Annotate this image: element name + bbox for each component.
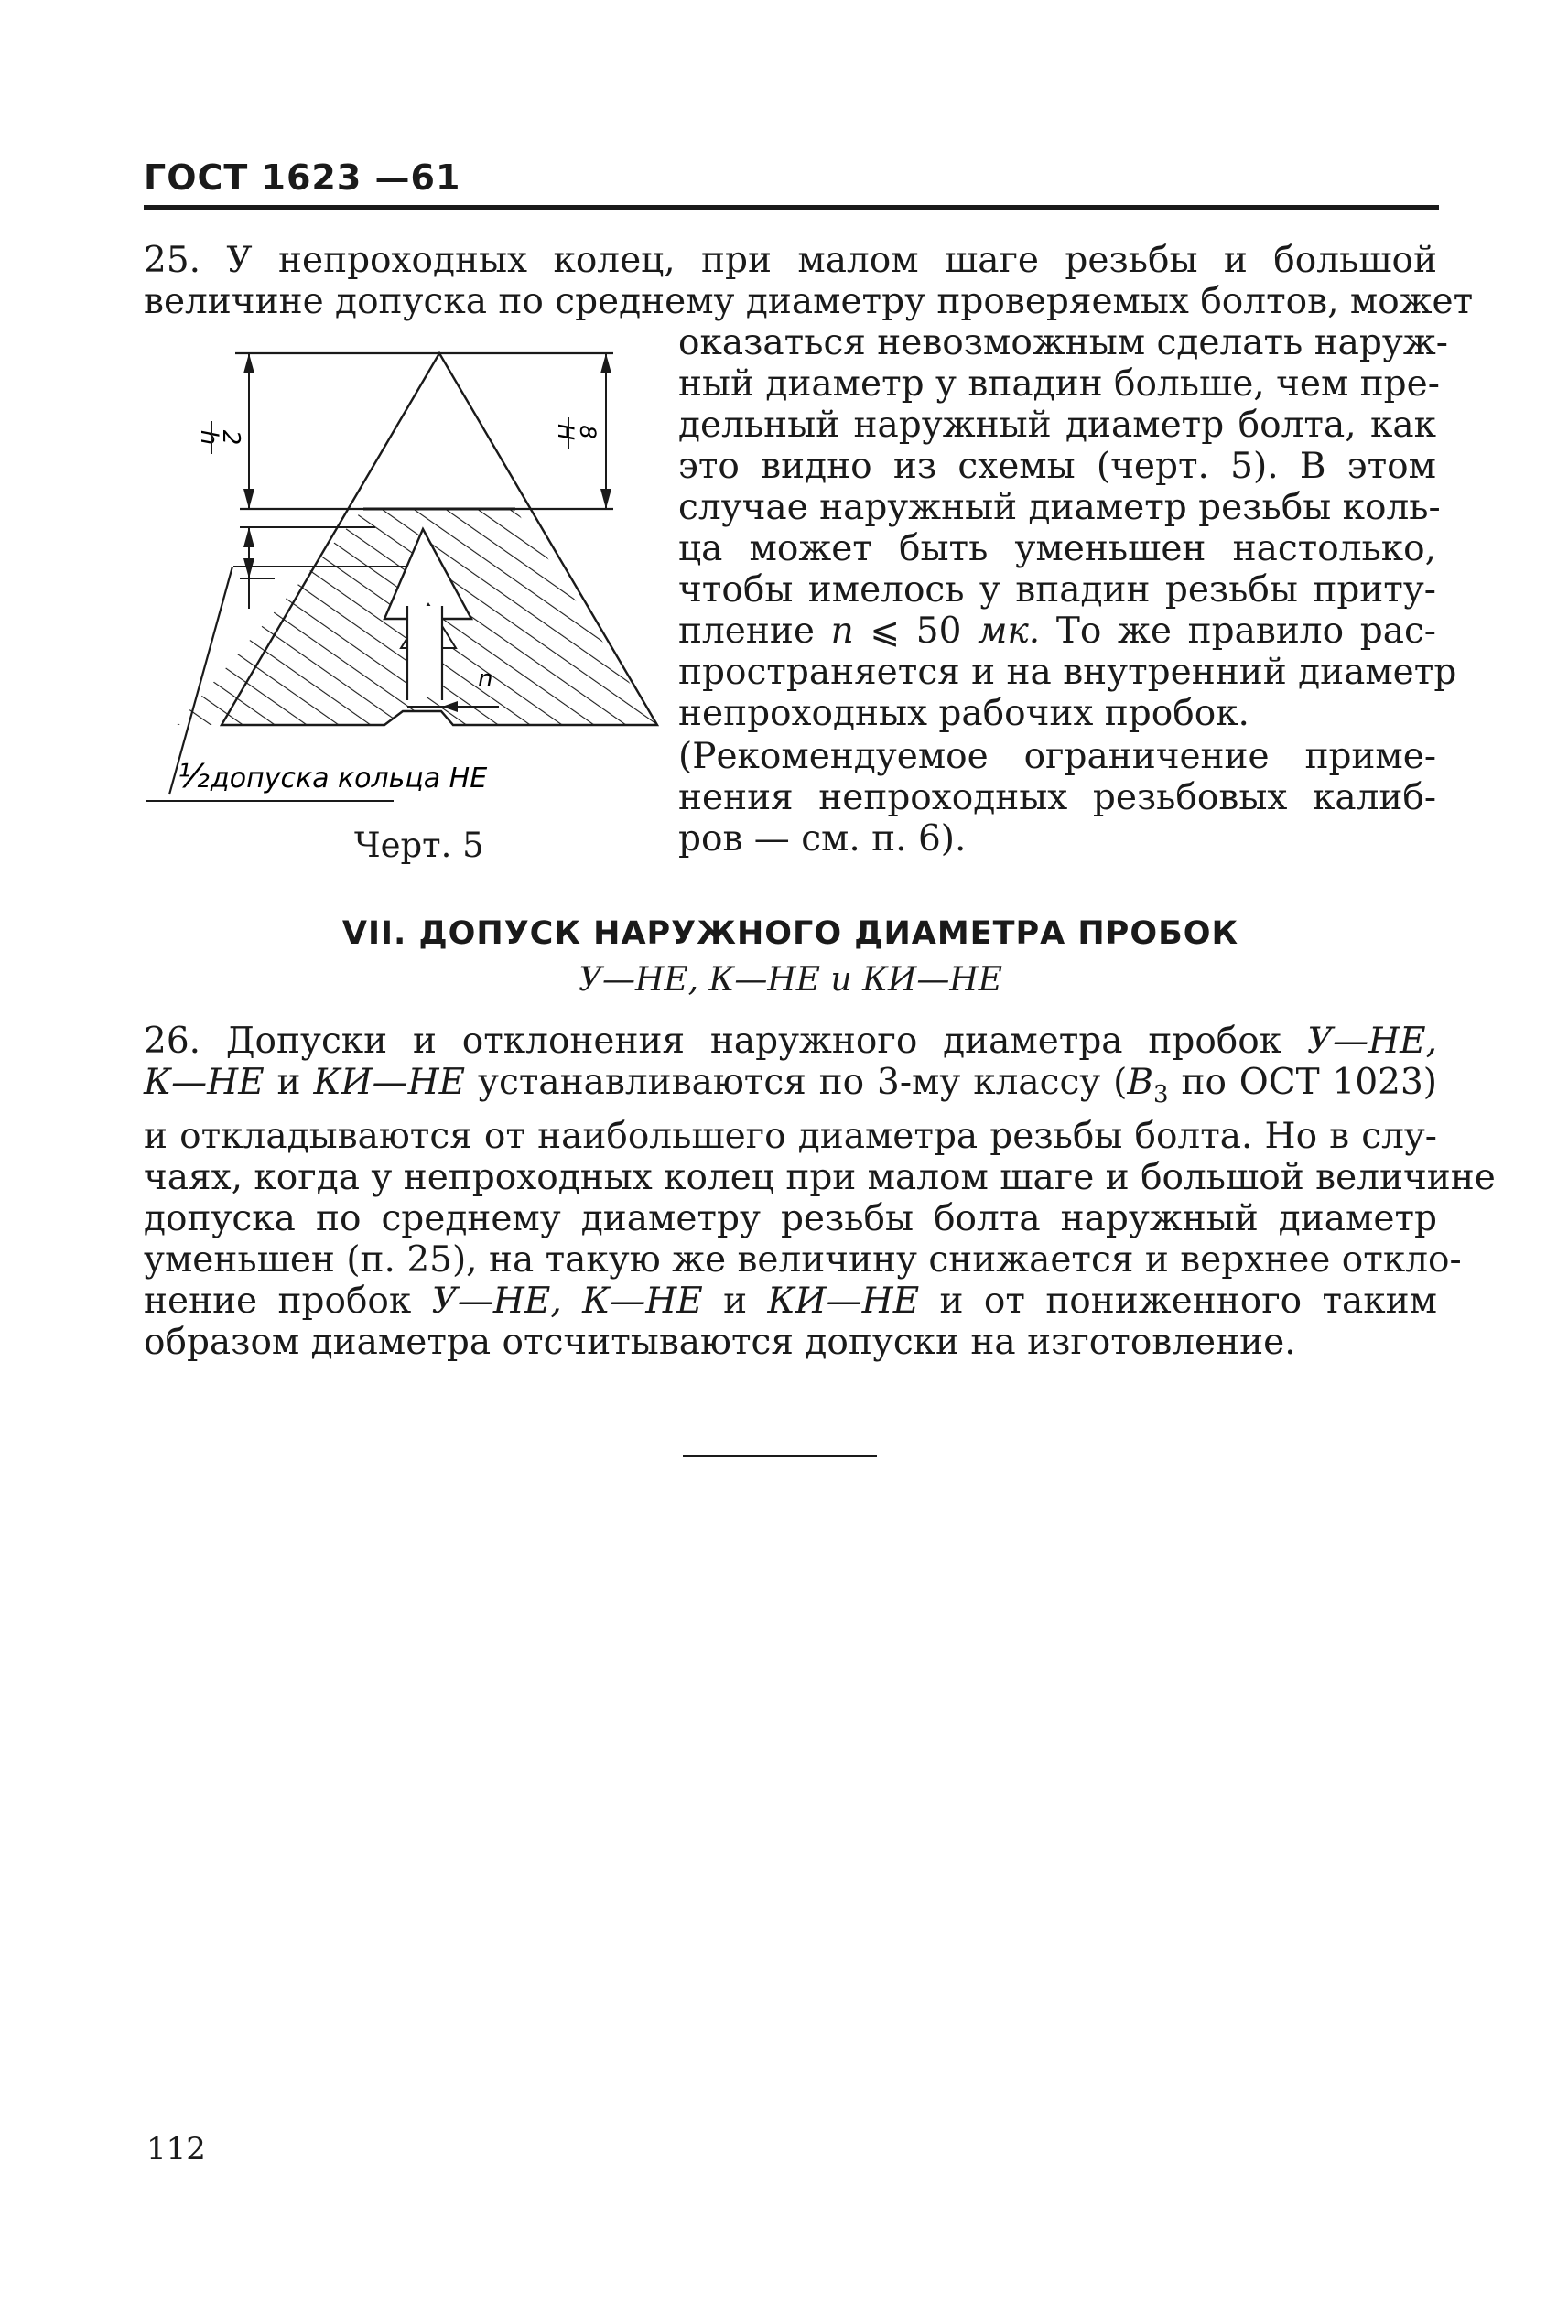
para25-right-line-10: непроходных рабочих пробок. xyxy=(678,693,1249,734)
p26-l2-d: устанавливаются по 3-му классу ( xyxy=(465,1062,1128,1103)
para25-right xyxy=(678,322,1457,734)
label-H-num: H xyxy=(553,423,579,441)
label-tol-text: допуска кольца НЕ xyxy=(211,762,488,794)
bolt-stem xyxy=(407,606,442,697)
dim-h2-arrow-bottom xyxy=(243,489,254,509)
para26-line-4: чаях, когда у непроходных колец при малом шаге и большой величине xyxy=(144,1156,1496,1198)
p26-l7-b: У—НЕ, К—НЕ xyxy=(431,1280,703,1322)
rec-line-1: (Рекомендуемое ограничение приме- xyxy=(678,736,1436,777)
para25-right-line-5: случае наружный диаметр резьбы коль- xyxy=(678,487,1441,528)
pl-var: n xyxy=(830,611,854,652)
label-tol-frac: ½ xyxy=(178,758,210,795)
p26-l2-f: 3 xyxy=(1153,1080,1169,1108)
dim-h8-arrow-bottom xyxy=(600,489,611,509)
para26-line-8: образом диаметра отсчитываются допуски на изготовление. xyxy=(144,1321,1296,1363)
para25-line-2: величине допуска по среднему диаметру проверяемых болтов, может xyxy=(144,281,1474,322)
para26-line-7 xyxy=(144,1281,1437,1322)
para26-line-3: и откладываются от наибольшего диаметра резьбы болта. Но в слу- xyxy=(144,1115,1437,1157)
para25-full xyxy=(144,240,1474,322)
thread-tolerance-diagram xyxy=(137,339,668,815)
p26-l7-a: нение пробок xyxy=(144,1280,432,1322)
end-rule xyxy=(683,1455,877,1457)
p26-l1-b: У—НЕ, xyxy=(1306,1021,1437,1062)
p26-l7-d: КИ—НЕ xyxy=(767,1280,920,1322)
para26 xyxy=(144,1021,1496,1363)
para26-line-1 xyxy=(144,1021,1437,1062)
pl-mid: ⩽ 50 xyxy=(853,611,979,652)
para25-right-line-4: это видно из схемы (черт. 5). В этом xyxy=(678,446,1436,487)
p26-l2-e: В xyxy=(1127,1062,1154,1103)
p26-l1-a: 26. Допуски и отклонения наружного диаметра пробок xyxy=(144,1021,1307,1062)
page-number: 112 xyxy=(146,2131,206,2167)
label-n: n xyxy=(478,665,493,693)
section-subtitle: У—НЕ, К—НЕ и КИ—НЕ xyxy=(578,961,1003,999)
section-title: VII. ДОПУСК НАРУЖНОГО ДИАМЕТРА ПРОБОК xyxy=(341,915,1239,952)
p26-l2-a: К—НЕ xyxy=(144,1062,265,1103)
para26-line-5: допуска по среднему диаметру резьбы болта наружный диаметр xyxy=(144,1197,1437,1239)
para25-line-1: 25. У непроходных колец, при малом шаге резьбы и большой xyxy=(144,240,1437,281)
dim-h2-arrow-top xyxy=(243,353,254,373)
rec-line-2: нения непроходных резьбовых калиб- xyxy=(678,777,1436,818)
dim-tol-arrow-top xyxy=(243,527,254,547)
para25-right-line-1: оказаться невозможным сделать наруж- xyxy=(678,322,1448,363)
p26-l7-e: и от пониженного таким xyxy=(919,1280,1438,1322)
rec-line-3: ров — см. п. 6). xyxy=(678,818,967,859)
pl-unit: мк. xyxy=(978,611,1041,652)
dim-h8-arrow-top xyxy=(600,353,611,373)
p26-l7-c: и xyxy=(702,1280,768,1322)
recommendation xyxy=(678,736,1436,859)
para25-right-line-2: ный диаметр у впадин больше, чем пре- xyxy=(678,363,1440,405)
dim-tol-arrow-bottom xyxy=(243,558,254,578)
para26-line-2 xyxy=(144,1062,1437,1116)
label-h-den: 2 xyxy=(217,429,244,446)
figure-caption: Черт. 5 xyxy=(354,826,484,865)
pl-after: То же правило рас- xyxy=(1040,611,1436,652)
p26-l2-b: и xyxy=(264,1062,314,1103)
pl-before: пление xyxy=(678,611,831,652)
p26-l2-g: по ОСТ 1023) xyxy=(1168,1062,1437,1103)
para26-line-6: уменьшен (п. 25), на такую же величину снижается и верхнее откло- xyxy=(144,1238,1462,1281)
para25-right-line-7: чтобы имелось у впадин резьбы приту- xyxy=(678,569,1436,611)
para25-right-line-6: ца может быть уменьшен настолько, xyxy=(678,528,1436,569)
label-h-num: h xyxy=(195,429,222,446)
header-rule xyxy=(144,205,1439,210)
para25-right-line-9: пространяется и на внутренний диаметр xyxy=(678,652,1457,693)
para25-right-line-3: дельный наружный диаметр болта, как xyxy=(678,405,1436,446)
para25-right-line-8 xyxy=(678,611,1436,652)
document-header: ГОСТ 1623 —61 xyxy=(144,157,461,198)
label-H-den: 8 xyxy=(575,425,600,439)
p26-l2-c: КИ—НЕ xyxy=(313,1062,466,1103)
